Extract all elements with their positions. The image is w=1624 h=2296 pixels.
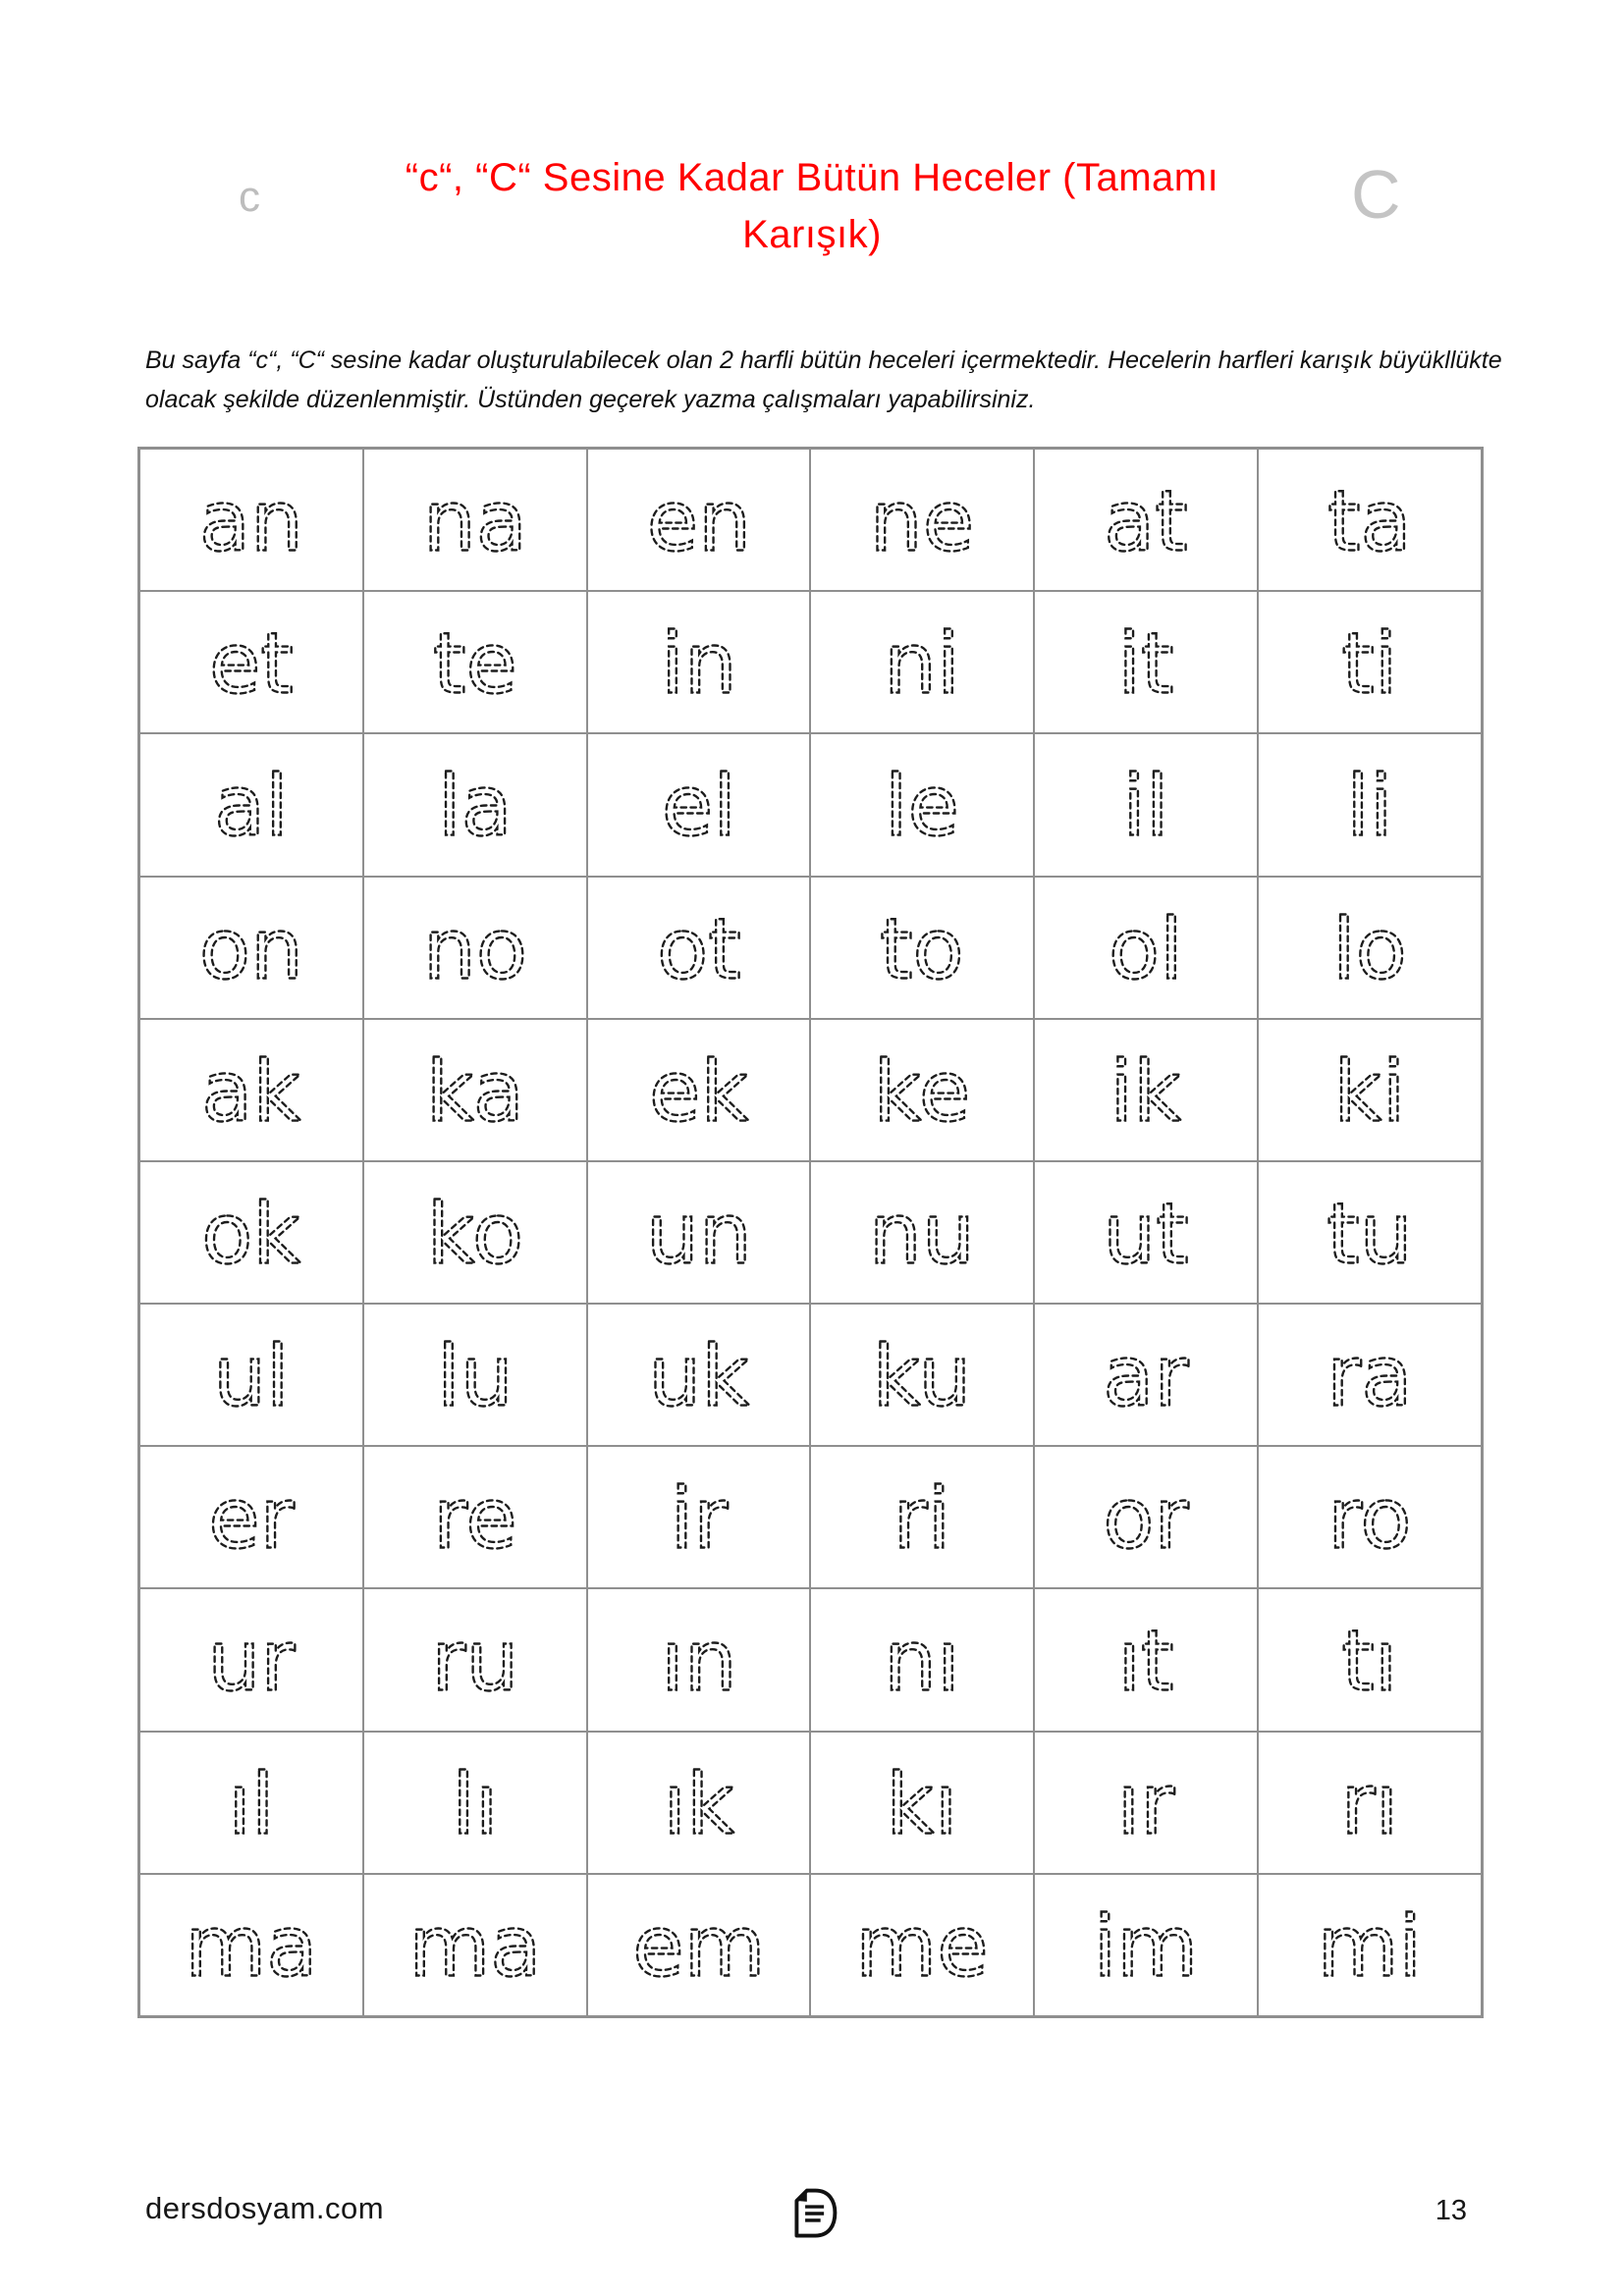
syllable-cell bbox=[811, 1589, 1033, 1730]
trace-letters bbox=[1259, 1305, 1481, 1445]
trace-letters bbox=[1035, 878, 1257, 1018]
trace-letters bbox=[140, 1875, 362, 2015]
syllable-trace-text: ka bbox=[425, 1043, 524, 1142]
syllable-cell bbox=[1035, 592, 1257, 732]
trace-letters bbox=[140, 1020, 362, 1160]
trace-letters bbox=[588, 592, 810, 732]
trace-letters bbox=[588, 1162, 810, 1303]
trace-letters bbox=[1035, 734, 1257, 875]
syllable-trace-text: or bbox=[1103, 1470, 1189, 1569]
trace-letters bbox=[811, 1875, 1033, 2015]
syllable-cell bbox=[588, 878, 810, 1018]
trace-letters bbox=[811, 734, 1033, 875]
syllable-trace-text: et bbox=[209, 615, 294, 714]
trace-letters bbox=[1259, 1733, 1481, 1873]
syllable-trace-text: na bbox=[422, 473, 527, 571]
syllable-trace-text: ik bbox=[1110, 1043, 1182, 1142]
syllable-trace-text: ki bbox=[1333, 1043, 1406, 1142]
trace-letters bbox=[364, 1733, 586, 1873]
syllable-trace-text: ne bbox=[870, 473, 975, 571]
syllable-cell bbox=[1035, 1162, 1257, 1303]
syllable-cell bbox=[588, 592, 810, 732]
syllable-trace-text: an bbox=[198, 473, 304, 571]
syllable-cell bbox=[811, 450, 1033, 590]
syllable-cell bbox=[1259, 1162, 1481, 1303]
syllable-cell bbox=[1035, 1305, 1257, 1445]
trace-letters bbox=[811, 1733, 1033, 1873]
syllable-cell bbox=[811, 1020, 1033, 1160]
trace-letters bbox=[140, 1162, 362, 1303]
trace-letters bbox=[140, 1447, 362, 1587]
document-logo-icon bbox=[786, 2183, 838, 2244]
syllable-cell bbox=[364, 734, 586, 875]
trace-letters bbox=[364, 1162, 586, 1303]
syllable-trace-text: on bbox=[198, 900, 303, 998]
syllable-trace-text: ek bbox=[648, 1043, 749, 1142]
syllable-trace-text: ru bbox=[431, 1613, 519, 1711]
syllable-cell bbox=[364, 1162, 586, 1303]
syllable-cell bbox=[140, 1875, 362, 2015]
syllable-trace-text: lu bbox=[436, 1328, 514, 1426]
syllable-trace-text: ko bbox=[426, 1186, 523, 1284]
syllable-trace-text: in bbox=[660, 615, 737, 714]
syllable-trace-text: ro bbox=[1327, 1470, 1412, 1569]
trace-letters bbox=[140, 450, 362, 590]
trace-letters bbox=[364, 1305, 586, 1445]
syllable-cell bbox=[140, 592, 362, 732]
syllable-trace-text: nı bbox=[884, 1613, 961, 1711]
syllable-cell bbox=[811, 878, 1033, 1018]
trace-letters bbox=[811, 450, 1033, 590]
syllable-trace-text: ma bbox=[408, 1898, 542, 1997]
syllable-cell bbox=[588, 1733, 810, 1873]
trace-letters bbox=[1259, 1875, 1481, 2015]
trace-letters bbox=[811, 1589, 1033, 1730]
trace-letters bbox=[140, 1589, 362, 1730]
syllable-trace-text: ıt bbox=[1117, 1613, 1174, 1711]
syllable-cell bbox=[811, 1447, 1033, 1587]
trace-letters bbox=[588, 878, 810, 1018]
syllable-cell bbox=[1259, 734, 1481, 875]
syllable-cell bbox=[1259, 1305, 1481, 1445]
syllable-cell bbox=[364, 1589, 586, 1730]
syllable-trace-text: al bbox=[213, 758, 289, 856]
trace-letters bbox=[140, 1733, 362, 1873]
syllable-trace-text: ut bbox=[1103, 1186, 1189, 1284]
syllable-cell bbox=[1035, 878, 1257, 1018]
trace-letters bbox=[364, 1020, 586, 1160]
trace-letters bbox=[1259, 450, 1481, 590]
trace-letters bbox=[811, 1162, 1033, 1303]
trace-letters bbox=[1259, 1589, 1481, 1730]
syllable-cell bbox=[364, 1733, 586, 1873]
syllable-trace-text: ol bbox=[1109, 900, 1184, 998]
trace-letters bbox=[588, 1733, 810, 1873]
syllable-trace-text: ul bbox=[213, 1328, 290, 1426]
syllable-cell bbox=[1259, 592, 1481, 732]
syllable-cell bbox=[588, 1020, 810, 1160]
syllable-cell bbox=[364, 592, 586, 732]
syllable-trace-text: im bbox=[1093, 1898, 1199, 1997]
syllable-cell bbox=[588, 1305, 810, 1445]
syllable-cell bbox=[811, 1875, 1033, 2015]
trace-letters bbox=[588, 734, 810, 875]
syllable-cell bbox=[811, 592, 1033, 732]
syllable-cell bbox=[1035, 1447, 1257, 1587]
trace-letters bbox=[1035, 1020, 1257, 1160]
syllable-trace-text: un bbox=[645, 1186, 752, 1284]
trace-letters bbox=[364, 1589, 586, 1730]
syllable-cell bbox=[811, 1162, 1033, 1303]
syllable-trace-text: il bbox=[1122, 758, 1169, 856]
trace-letters bbox=[140, 878, 362, 1018]
syllable-cell bbox=[811, 1733, 1033, 1873]
trace-letters bbox=[364, 1447, 586, 1587]
syllable-trace-text: en bbox=[646, 473, 751, 571]
page-title-line1: “c“, “C“ Sesine Kadar Bütün Heceler (Tamamı bbox=[405, 156, 1219, 199]
syllable-cell bbox=[364, 878, 586, 1018]
trace-letters bbox=[1259, 592, 1481, 732]
syllable-cell bbox=[140, 1447, 362, 1587]
syllable-trace-text: no bbox=[422, 900, 527, 998]
syllable-trace-text: ık bbox=[663, 1755, 735, 1853]
syllable-trace-text: ıl bbox=[228, 1755, 275, 1853]
syllable-trace-text: li bbox=[1346, 758, 1393, 856]
trace-letters bbox=[588, 1020, 810, 1160]
syllable-trace-text: ri bbox=[893, 1470, 951, 1569]
syllable-cell bbox=[1259, 1875, 1481, 2015]
trace-letters bbox=[1035, 1162, 1257, 1303]
syllable-trace-text: me bbox=[855, 1898, 990, 1997]
syllable-trace-text: re bbox=[432, 1470, 517, 1569]
trace-letters bbox=[811, 1447, 1033, 1587]
trace-letters bbox=[588, 1589, 810, 1730]
syllable-cell bbox=[1035, 450, 1257, 590]
trace-letters bbox=[1259, 878, 1481, 1018]
syllable-trace-text: ot bbox=[656, 900, 741, 998]
syllable-cell bbox=[140, 1589, 362, 1730]
syllable-trace-text: nu bbox=[869, 1186, 976, 1284]
syllable-trace-text: em bbox=[631, 1898, 766, 1997]
syllable-cell bbox=[1035, 1589, 1257, 1730]
page-title bbox=[0, 149, 1624, 263]
syllable-trace-text: te bbox=[432, 615, 517, 714]
trace-letters bbox=[588, 1305, 810, 1445]
trace-letters bbox=[364, 878, 586, 1018]
trace-letters bbox=[811, 1305, 1033, 1445]
syllable-cell bbox=[140, 1305, 362, 1445]
syllable-trace-text: to bbox=[880, 900, 965, 998]
syllable-cell bbox=[140, 1020, 362, 1160]
syllable-cell bbox=[588, 1447, 810, 1587]
syllable-cell bbox=[1035, 1020, 1257, 1160]
syllable-cell bbox=[140, 1162, 362, 1303]
syllable-cell bbox=[588, 1875, 810, 2015]
trace-letters bbox=[588, 1447, 810, 1587]
trace-letters bbox=[140, 592, 362, 732]
syllable-trace-text: ke bbox=[874, 1043, 971, 1142]
trace-letters bbox=[1035, 1305, 1257, 1445]
syllable-trace-text: ir bbox=[670, 1470, 728, 1569]
trace-letters bbox=[1035, 1733, 1257, 1873]
syllable-cell bbox=[140, 878, 362, 1018]
syllable-cell bbox=[140, 1733, 362, 1873]
syllable-trace-text: rı bbox=[1340, 1755, 1399, 1853]
syllable-trace-text: er bbox=[208, 1470, 295, 1569]
syllable-trace-text: ur bbox=[207, 1613, 296, 1711]
trace-letters bbox=[140, 1305, 362, 1445]
footer-page-number: 13 bbox=[1435, 2195, 1467, 2226]
syllable-cell bbox=[364, 1020, 586, 1160]
trace-letters bbox=[364, 450, 586, 590]
syllable-trace-text: ar bbox=[1103, 1328, 1189, 1426]
syllable-trace-text: kı bbox=[886, 1755, 958, 1853]
syllable-cell bbox=[140, 734, 362, 875]
trace-letters bbox=[811, 878, 1033, 1018]
syllable-trace-text: ti bbox=[1341, 615, 1398, 714]
syllable-trace-text: ku bbox=[873, 1328, 972, 1426]
trace-letters bbox=[1035, 592, 1257, 732]
syllable-cell bbox=[811, 1305, 1033, 1445]
trace-letters bbox=[140, 734, 362, 875]
syllable-trace-text: at bbox=[1104, 473, 1189, 571]
trace-letters bbox=[811, 1020, 1033, 1160]
trace-letters bbox=[588, 1875, 810, 2015]
syllable-trace-text: ni bbox=[884, 615, 961, 714]
syllable-trace-text: lo bbox=[1332, 900, 1407, 998]
trace-letters bbox=[364, 734, 586, 875]
trace-letters bbox=[588, 450, 810, 590]
syllable-cell bbox=[588, 450, 810, 590]
footer-website: dersdosyam.com bbox=[145, 2191, 385, 2225]
trace-letters bbox=[1259, 734, 1481, 875]
trace-letters bbox=[1259, 1162, 1481, 1303]
syllable-cell bbox=[1035, 1733, 1257, 1873]
syllable-trace-text: la bbox=[437, 758, 513, 856]
syllable-cell bbox=[588, 734, 810, 875]
syllable-trace-text: mi bbox=[1317, 1898, 1423, 1997]
syllable-trace-text: ok bbox=[201, 1186, 301, 1284]
syllable-trace-text: ır bbox=[1116, 1755, 1175, 1853]
syllable-trace-text: tı bbox=[1341, 1613, 1398, 1711]
syllable-cell bbox=[1259, 450, 1481, 590]
worksheet-description: Bu sayfa “c“, “C“ sesine kadar oluşturulabilecek olan 2 harfli bütün heceleri içermektedir. Hecelerin harfleri karışık büyükllükte olacak şekilde düzenlenmiştir. Üstünden geçerek yazma çalışmaları yapabilirsiniz. bbox=[145, 347, 1502, 413]
syllable-trace-text: ta bbox=[1327, 473, 1412, 571]
trace-letters bbox=[811, 592, 1033, 732]
syllable-cell bbox=[811, 734, 1033, 875]
syllable-cell bbox=[1259, 1020, 1481, 1160]
syllable-trace-text: ma bbox=[185, 1898, 318, 1997]
syllable-trace-text: uk bbox=[647, 1328, 750, 1426]
syllable-trace-text: ra bbox=[1326, 1328, 1413, 1426]
syllable-cell bbox=[1259, 1589, 1481, 1730]
syllable-table bbox=[137, 447, 1484, 2018]
syllable-cell bbox=[364, 1875, 586, 2015]
trace-letters bbox=[1035, 450, 1257, 590]
trace-letters bbox=[364, 1875, 586, 2015]
syllable-trace-text: it bbox=[1117, 615, 1174, 714]
syllable-cell bbox=[364, 1447, 586, 1587]
trace-letters bbox=[1035, 1589, 1257, 1730]
syllable-cell bbox=[1259, 1447, 1481, 1587]
syllable-trace-text: tu bbox=[1326, 1186, 1413, 1284]
syllable-cell bbox=[588, 1162, 810, 1303]
trace-letters bbox=[1035, 1875, 1257, 2015]
watermark-letter-uppercase: C bbox=[1351, 156, 1401, 233]
syllable-cell bbox=[364, 450, 586, 590]
syllable-cell bbox=[1035, 1875, 1257, 2015]
watermark-letter-lowercase: c bbox=[239, 173, 260, 221]
trace-letters bbox=[1259, 1447, 1481, 1587]
syllable-cell bbox=[588, 1589, 810, 1730]
trace-letters bbox=[1035, 1447, 1257, 1587]
syllable-cell bbox=[1259, 1733, 1481, 1873]
syllable-trace-text: ın bbox=[660, 1613, 737, 1711]
syllable-cell bbox=[364, 1305, 586, 1445]
syllable-trace-text: el bbox=[661, 758, 736, 856]
syllable-trace-text: ak bbox=[201, 1043, 301, 1142]
page-title-line2: Karışık) bbox=[742, 213, 882, 256]
trace-letters bbox=[1259, 1020, 1481, 1160]
syllable-cell bbox=[140, 450, 362, 590]
syllable-trace-text: le bbox=[885, 758, 960, 856]
syllable-trace-text: lı bbox=[452, 1755, 499, 1853]
syllable-cell bbox=[1259, 878, 1481, 1018]
trace-letters bbox=[364, 592, 586, 732]
syllable-cell bbox=[1035, 734, 1257, 875]
